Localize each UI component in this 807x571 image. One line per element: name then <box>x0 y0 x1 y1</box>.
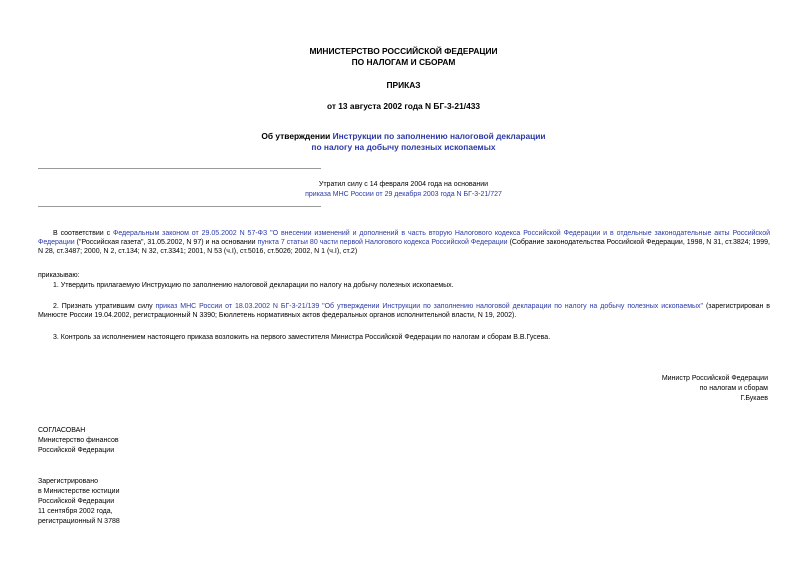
document-type: ПРИКАЗ <box>386 80 421 90</box>
tax-code-article-link[interactable]: пункта 7 статьи 80 части первой Налогового кодекса Российской Федерации <box>257 239 508 246</box>
registered-date: 11 сентября 2002 года, <box>38 508 113 515</box>
repealed-order-link[interactable]: приказ МНС России от 18.03.2002 N БГ-3-21/139 "Об утверждении Инструкции по заполнению налоговой декларации по налогу на добычу полезных ископаемых" <box>155 303 704 310</box>
status-text: Утратил силу с 14 февраля 2004 года на основании <box>318 181 489 188</box>
registered-line2: в Министерстве юстиции <box>38 488 120 495</box>
registered-number: регистрационный N 3788 <box>38 518 120 525</box>
order-item-3: 3. Контроль за исполнением настоящего приказа возложить на первого заместителя Министра Российской Федерации по налогам и сборам В.В.Гусева. <box>53 334 551 341</box>
registered-label: Зарегистрировано <box>38 478 98 485</box>
document-title-line2 <box>0 142 807 153</box>
order-item-2 <box>38 302 770 320</box>
title-instruction-link[interactable]: Инструкции по заполнению налоговой декларации <box>332 131 546 141</box>
item2-text-2: (зарегистрирован в Минюсте России 19.04.2002, регистрационный N 3390; Бюллетень нормативных актов федеральных органов исполнительной власти, N 19, 2002). <box>38 303 770 319</box>
preamble-text-3: (Собрание законодательства Российской Федерации, 1998, N 31, ст.3824; 1999, N 28, ст.3487; 2000, N 2, ст.134; N 32, ст.3341; 2001, N 53 (ч.I), ст.5016, ст.5026; 2002, N 1 (ч.I), ст.2) <box>38 239 770 255</box>
agreed-label: СОГЛАСОВАН <box>38 427 86 434</box>
repeal-order-link[interactable]: приказа МНС России от 29 декабря 2003 года N БГ-3-21/727 <box>305 191 502 198</box>
federal-law-link[interactable]: Федеральным законом от 29.05.2002 N 57-ФЗ "О внесении изменений и дополнений в часть вторую Налогового кодекса Российской Федерации и в отдельные законодательные акты Российской Федерации <box>38 230 771 246</box>
item2-text-1: 2. Признать утратившим силу <box>53 303 156 310</box>
status-order-link-line <box>0 190 807 199</box>
signature-position-line2: по налогам и сборам <box>699 385 768 392</box>
preamble-text-2: ("Российская газета", 31.05.2002, N 97) и на основании <box>74 239 258 246</box>
agreed-org-line2: Российской Федерации <box>38 447 115 454</box>
divider-bottom <box>38 206 321 207</box>
document-date-number: от 13 августа 2002 года N БГ-3-21/433 <box>326 101 481 111</box>
document-title-line1 <box>0 131 807 142</box>
ministry-name-line1: МИНИСТЕРСТВО РОССИЙСКОЙ ФЕДЕРАЦИИ <box>309 46 498 56</box>
signature-position-line1: Министр Российской Федерации <box>661 375 768 382</box>
title-prefix: Об утверждении <box>261 131 333 141</box>
divider-top <box>38 168 321 169</box>
signature-name: Г.Букаев <box>740 395 768 402</box>
order-word: приказываю: <box>38 272 80 279</box>
preamble-paragraph <box>38 229 770 256</box>
title-instruction-link-cont[interactable]: по налогу на добычу полезных ископаемых <box>311 142 496 152</box>
agreed-org-line1: Министерство финансов <box>38 437 119 444</box>
registered-line3: Российской Федерации <box>38 498 115 505</box>
order-item-1: 1. Утвердить прилагаемую Инструкцию по заполнению налоговой декларации по налогу на добычу полезных ископаемых. <box>53 282 454 289</box>
ministry-name-line2: ПО НАЛОГАМ И СБОРАМ <box>351 57 456 67</box>
preamble-text-1: В соответствии с <box>53 230 113 237</box>
